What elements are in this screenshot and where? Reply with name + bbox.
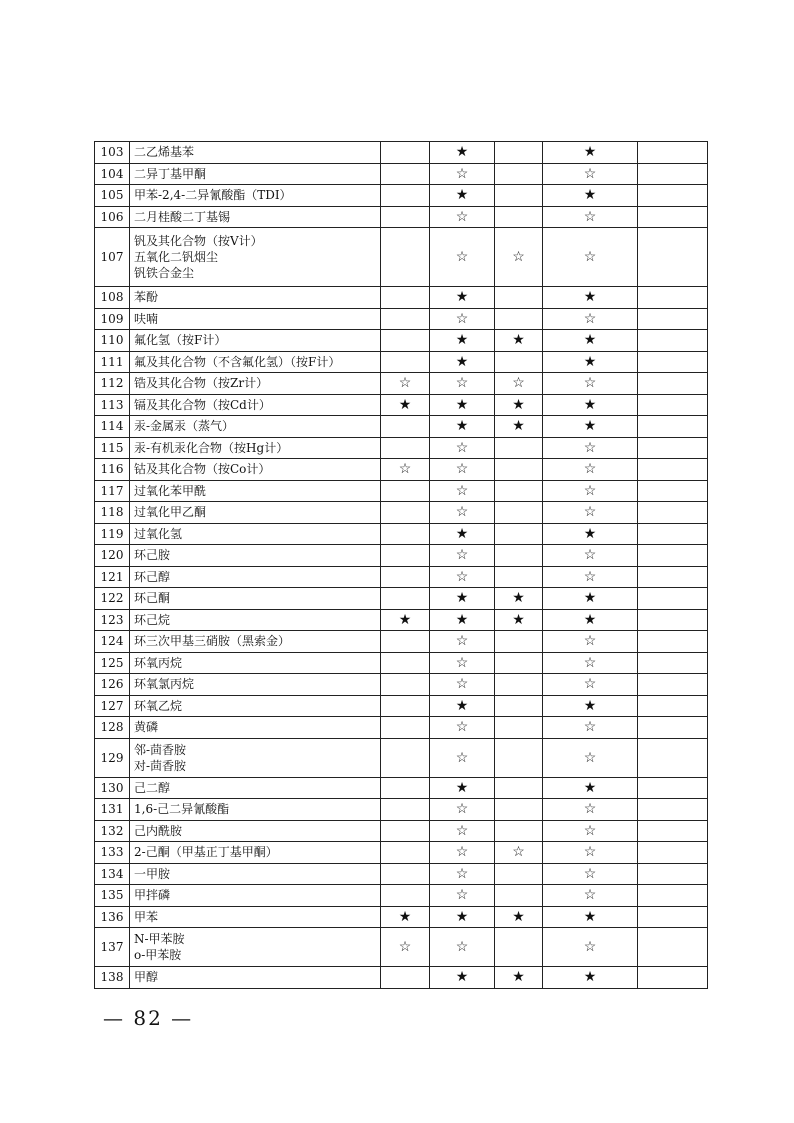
table-row: [95, 459, 708, 481]
mark-cell-3: [495, 717, 543, 739]
mark-cell-5: [638, 609, 708, 631]
mark-cell-2: ☆: [430, 459, 495, 481]
mark-cell-4: ★: [543, 588, 638, 610]
mark-cell-3: ☆: [495, 373, 543, 395]
substance-name-cell: 1,6-己二异氰酸酯: [130, 799, 381, 821]
mark-cell-1: [381, 206, 430, 228]
substance-name-cell: 过氧化苯甲酰: [130, 480, 381, 502]
table-row: [95, 777, 708, 799]
mark-cell-3: [495, 674, 543, 696]
table-row: [95, 588, 708, 610]
substance-name-cell: 甲醇: [130, 967, 381, 989]
mark-cell-2: ☆: [430, 545, 495, 567]
mark-cell-3: [495, 863, 543, 885]
mark-cell-1: [381, 738, 430, 777]
mark-cell-1: [381, 308, 430, 330]
mark-cell-5: [638, 566, 708, 588]
mark-cell-2: ☆: [430, 502, 495, 524]
mark-cell-5: [638, 842, 708, 864]
mark-cell-5: [638, 928, 708, 967]
row-number-cell: 110: [95, 330, 130, 352]
table-row: [95, 163, 708, 185]
mark-cell-4: ☆: [543, 863, 638, 885]
mark-cell-4: ☆: [543, 652, 638, 674]
mark-cell-4: ☆: [543, 799, 638, 821]
row-number-cell: 108: [95, 287, 130, 309]
table-row: [95, 631, 708, 653]
mark-cell-3: [495, 206, 543, 228]
row-number-cell: 113: [95, 394, 130, 416]
mark-cell-2: ☆: [430, 738, 495, 777]
mark-cell-2: ★: [430, 906, 495, 928]
mark-cell-3: [495, 459, 543, 481]
table-row: [95, 799, 708, 821]
mark-cell-1: [381, 437, 430, 459]
row-number-cell: 103: [95, 142, 130, 164]
mark-cell-4: ★: [543, 287, 638, 309]
mark-cell-5: [638, 163, 708, 185]
row-number-cell: 111: [95, 351, 130, 373]
mark-cell-1: [381, 416, 430, 438]
mark-cell-5: [638, 863, 708, 885]
mark-cell-5: [638, 502, 708, 524]
mark-cell-2: ☆: [430, 480, 495, 502]
row-number-cell: 124: [95, 631, 130, 653]
mark-cell-4: ☆: [543, 228, 638, 287]
mark-cell-1: ☆: [381, 373, 430, 395]
mark-cell-3: [495, 351, 543, 373]
mark-cell-1: [381, 717, 430, 739]
table-row: [95, 330, 708, 352]
substance-name-cell: 二乙烯基苯: [130, 142, 381, 164]
mark-cell-1: [381, 185, 430, 207]
row-number-cell: 117: [95, 480, 130, 502]
row-number-cell: 121: [95, 566, 130, 588]
row-number-cell: 137: [95, 928, 130, 967]
substance-name-cell: 汞-有机汞化合物（按Hg计）: [130, 437, 381, 459]
mark-cell-5: [638, 228, 708, 287]
mark-cell-5: [638, 967, 708, 989]
mark-cell-2: ☆: [430, 842, 495, 864]
mark-cell-4: ★: [543, 394, 638, 416]
row-number-cell: 133: [95, 842, 130, 864]
mark-cell-2: ★: [430, 416, 495, 438]
table-row: [95, 437, 708, 459]
mark-cell-1: [381, 480, 430, 502]
table-row: [95, 842, 708, 864]
mark-cell-2: ☆: [430, 228, 495, 287]
mark-cell-5: [638, 631, 708, 653]
mark-cell-1: ★: [381, 609, 430, 631]
page-number: — 82 —: [103, 1006, 194, 1030]
mark-cell-5: [638, 738, 708, 777]
row-number-cell: 106: [95, 206, 130, 228]
substance-name-cell: 二月桂酸二丁基锡: [130, 206, 381, 228]
mark-cell-3: [495, 885, 543, 907]
mark-cell-5: [638, 777, 708, 799]
mark-cell-3: [495, 631, 543, 653]
mark-cell-4: ☆: [543, 459, 638, 481]
row-number-cell: 109: [95, 308, 130, 330]
mark-cell-3: ★: [495, 906, 543, 928]
mark-cell-3: [495, 928, 543, 967]
mark-cell-4: ☆: [543, 717, 638, 739]
mark-cell-3: ★: [495, 967, 543, 989]
row-number-cell: 127: [95, 695, 130, 717]
mark-cell-5: [638, 287, 708, 309]
table-row: [95, 373, 708, 395]
mark-cell-4: ☆: [543, 674, 638, 696]
mark-cell-5: [638, 142, 708, 164]
mark-cell-3: ☆: [495, 842, 543, 864]
mark-cell-1: [381, 330, 430, 352]
table-row: [95, 863, 708, 885]
mark-cell-2: ☆: [430, 631, 495, 653]
mark-cell-3: ★: [495, 330, 543, 352]
mark-cell-1: ★: [381, 906, 430, 928]
mark-cell-1: [381, 967, 430, 989]
substance-name-cell: 过氧化甲乙酮: [130, 502, 381, 524]
mark-cell-1: ☆: [381, 459, 430, 481]
mark-cell-5: [638, 717, 708, 739]
mark-cell-5: [638, 695, 708, 717]
substance-name-cell: 甲苯-2,4-二异氰酸酯（TDI）: [130, 185, 381, 207]
substance-name-cell: 己内酰胺: [130, 820, 381, 842]
mark-cell-2: ★: [430, 588, 495, 610]
mark-cell-4: ☆: [543, 842, 638, 864]
substance-name-cell: 二异丁基甲酮: [130, 163, 381, 185]
mark-cell-5: [638, 674, 708, 696]
mark-cell-3: [495, 777, 543, 799]
mark-cell-2: ☆: [430, 373, 495, 395]
mark-cell-5: [638, 885, 708, 907]
mark-cell-5: [638, 652, 708, 674]
mark-cell-4: ☆: [543, 437, 638, 459]
substance-name-cell: 环氧氯丙烷: [130, 674, 381, 696]
mark-cell-2: ☆: [430, 863, 495, 885]
table-row: [95, 695, 708, 717]
mark-cell-4: ★: [543, 142, 638, 164]
mark-cell-1: [381, 228, 430, 287]
mark-cell-2: ☆: [430, 566, 495, 588]
table-row: [95, 228, 708, 287]
mark-cell-4: ★: [543, 416, 638, 438]
mark-cell-1: [381, 631, 430, 653]
mark-cell-4: ★: [543, 330, 638, 352]
mark-cell-4: ☆: [543, 308, 638, 330]
mark-cell-1: [381, 287, 430, 309]
row-number-cell: 114: [95, 416, 130, 438]
mark-cell-4: ☆: [543, 480, 638, 502]
mark-cell-5: [638, 373, 708, 395]
table-row: [95, 142, 708, 164]
mark-cell-2: ★: [430, 967, 495, 989]
mark-cell-4: ☆: [543, 502, 638, 524]
mark-cell-4: ★: [543, 906, 638, 928]
substance-name-cell: 锆及其化合物（按Zr计）: [130, 373, 381, 395]
row-number-cell: 128: [95, 717, 130, 739]
mark-cell-2: ☆: [430, 885, 495, 907]
mark-cell-4: ★: [543, 967, 638, 989]
mark-cell-4: ☆: [543, 163, 638, 185]
mark-cell-4: ☆: [543, 928, 638, 967]
mark-cell-1: [381, 820, 430, 842]
row-number-cell: 126: [95, 674, 130, 696]
substance-name-cell: 甲拌磷: [130, 885, 381, 907]
table-row: [95, 351, 708, 373]
mark-cell-2: ★: [430, 351, 495, 373]
mark-cell-5: [638, 906, 708, 928]
mark-cell-1: ☆: [381, 928, 430, 967]
table-row: [95, 906, 708, 928]
mark-cell-5: [638, 185, 708, 207]
row-number-cell: 118: [95, 502, 130, 524]
mark-cell-1: ★: [381, 394, 430, 416]
mark-cell-5: [638, 394, 708, 416]
mark-cell-3: ★: [495, 588, 543, 610]
mark-cell-1: [381, 523, 430, 545]
mark-cell-3: [495, 163, 543, 185]
mark-cell-1: [381, 652, 430, 674]
mark-cell-5: [638, 820, 708, 842]
mark-cell-5: [638, 480, 708, 502]
substance-name-cell: 钒及其化合物（按V计） 五氧化二钒烟尘 钒铁合金尘: [130, 228, 381, 287]
substance-name-cell: 过氧化氢: [130, 523, 381, 545]
mark-cell-1: [381, 566, 430, 588]
row-number-cell: 116: [95, 459, 130, 481]
row-number-cell: 104: [95, 163, 130, 185]
mark-cell-1: [381, 142, 430, 164]
mark-cell-3: ★: [495, 609, 543, 631]
mark-cell-1: [381, 799, 430, 821]
mark-cell-5: [638, 799, 708, 821]
table-row: [95, 523, 708, 545]
mark-cell-3: [495, 308, 543, 330]
mark-cell-3: [495, 185, 543, 207]
mark-cell-5: [638, 437, 708, 459]
table-row: [95, 308, 708, 330]
mark-cell-3: ☆: [495, 228, 543, 287]
mark-cell-1: [381, 163, 430, 185]
mark-cell-3: [495, 142, 543, 164]
mark-cell-2: ☆: [430, 674, 495, 696]
mark-cell-5: [638, 523, 708, 545]
mark-cell-3: ★: [495, 394, 543, 416]
mark-cell-2: ★: [430, 394, 495, 416]
mark-cell-2: ☆: [430, 717, 495, 739]
mark-cell-4: ☆: [543, 373, 638, 395]
substance-name-cell: 环三次甲基三硝胺（黑索金）: [130, 631, 381, 653]
table-row: [95, 566, 708, 588]
mark-cell-4: ☆: [543, 738, 638, 777]
mark-cell-3: [495, 502, 543, 524]
table-row: [95, 674, 708, 696]
mark-cell-4: ★: [543, 523, 638, 545]
row-number-cell: 134: [95, 863, 130, 885]
mark-cell-4: ☆: [543, 545, 638, 567]
mark-cell-5: [638, 545, 708, 567]
mark-cell-4: ★: [543, 609, 638, 631]
mark-cell-3: [495, 437, 543, 459]
mark-cell-2: ☆: [430, 308, 495, 330]
mark-cell-2: ★: [430, 330, 495, 352]
mark-cell-3: [495, 480, 543, 502]
table-row: [95, 609, 708, 631]
mark-cell-3: [495, 566, 543, 588]
substance-name-cell: 环己胺: [130, 545, 381, 567]
mark-cell-1: [381, 351, 430, 373]
mark-cell-3: [495, 523, 543, 545]
row-number-cell: 112: [95, 373, 130, 395]
mark-cell-5: [638, 351, 708, 373]
substance-name-cell: 邻-茴香胺 对-茴香胺: [130, 738, 381, 777]
table-row: [95, 545, 708, 567]
mark-cell-2: ★: [430, 695, 495, 717]
mark-cell-2: ☆: [430, 437, 495, 459]
substance-table: [94, 141, 708, 989]
table-row: [95, 967, 708, 989]
mark-cell-1: [381, 588, 430, 610]
mark-cell-5: [638, 459, 708, 481]
mark-cell-1: [381, 545, 430, 567]
mark-cell-3: [495, 738, 543, 777]
mark-cell-3: [495, 652, 543, 674]
substance-name-cell: 呋喃: [130, 308, 381, 330]
substance-name-cell: 环己烷: [130, 609, 381, 631]
table-row: [95, 416, 708, 438]
table-row: [95, 652, 708, 674]
mark-cell-1: [381, 777, 430, 799]
substance-name-cell: 汞-金属汞（蒸气）: [130, 416, 381, 438]
mark-cell-3: [495, 695, 543, 717]
substance-name-cell: 甲苯: [130, 906, 381, 928]
row-number-cell: 119: [95, 523, 130, 545]
mark-cell-2: ★: [430, 142, 495, 164]
mark-cell-4: ☆: [543, 885, 638, 907]
table-row: [95, 928, 708, 967]
row-number-cell: 115: [95, 437, 130, 459]
mark-cell-1: [381, 674, 430, 696]
mark-cell-5: [638, 308, 708, 330]
table-body: [95, 142, 708, 989]
table-row: [95, 480, 708, 502]
table-row: [95, 820, 708, 842]
row-number-cell: 130: [95, 777, 130, 799]
mark-cell-1: [381, 695, 430, 717]
table-row: [95, 502, 708, 524]
substance-name-cell: 己二醇: [130, 777, 381, 799]
mark-cell-5: [638, 588, 708, 610]
mark-cell-4: ☆: [543, 820, 638, 842]
mark-cell-2: ☆: [430, 799, 495, 821]
mark-cell-4: ★: [543, 351, 638, 373]
substance-name-cell: 一甲胺: [130, 863, 381, 885]
mark-cell-4: ★: [543, 695, 638, 717]
mark-cell-2: ☆: [430, 206, 495, 228]
mark-cell-3: [495, 799, 543, 821]
row-number-cell: 122: [95, 588, 130, 610]
table-row: [95, 717, 708, 739]
mark-cell-2: ★: [430, 523, 495, 545]
mark-cell-3: [495, 545, 543, 567]
row-number-cell: 135: [95, 885, 130, 907]
row-number-cell: 123: [95, 609, 130, 631]
row-number-cell: 138: [95, 967, 130, 989]
mark-cell-4: ★: [543, 185, 638, 207]
mark-cell-1: [381, 885, 430, 907]
row-number-cell: 136: [95, 906, 130, 928]
mark-cell-2: ☆: [430, 163, 495, 185]
row-number-cell: 105: [95, 185, 130, 207]
row-number-cell: 125: [95, 652, 130, 674]
table-row: [95, 206, 708, 228]
substance-name-cell: 环氧乙烷: [130, 695, 381, 717]
substance-name-cell: N-甲苯胺 o-甲苯胺: [130, 928, 381, 967]
mark-cell-2: ★: [430, 185, 495, 207]
mark-cell-1: [381, 842, 430, 864]
table-row: [95, 287, 708, 309]
mark-cell-3: [495, 820, 543, 842]
mark-cell-4: ☆: [543, 566, 638, 588]
mark-cell-2: ★: [430, 777, 495, 799]
mark-cell-4: ★: [543, 777, 638, 799]
substance-name-cell: 氟及其化合物（不含氟化氢）（按F计）: [130, 351, 381, 373]
mark-cell-4: ☆: [543, 206, 638, 228]
mark-cell-1: [381, 502, 430, 524]
row-number-cell: 131: [95, 799, 130, 821]
mark-cell-2: ★: [430, 609, 495, 631]
substance-name-cell: 钴及其化合物（按Co计）: [130, 459, 381, 481]
substance-name-cell: 环氧丙烷: [130, 652, 381, 674]
mark-cell-2: ☆: [430, 928, 495, 967]
substance-name-cell: 环己醇: [130, 566, 381, 588]
mark-cell-3: [495, 287, 543, 309]
substance-name-cell: 2-己酮（甲基正丁基甲酮）: [130, 842, 381, 864]
mark-cell-5: [638, 330, 708, 352]
mark-cell-2: ☆: [430, 652, 495, 674]
table-row: [95, 394, 708, 416]
mark-cell-3: ★: [495, 416, 543, 438]
substance-name-cell: 氟化氢（按F计）: [130, 330, 381, 352]
row-number-cell: 129: [95, 738, 130, 777]
mark-cell-2: ★: [430, 287, 495, 309]
mark-cell-4: ☆: [543, 631, 638, 653]
row-number-cell: 120: [95, 545, 130, 567]
row-number-cell: 132: [95, 820, 130, 842]
row-number-cell: 107: [95, 228, 130, 287]
mark-cell-1: [381, 863, 430, 885]
substance-name-cell: 苯酚: [130, 287, 381, 309]
mark-cell-5: [638, 416, 708, 438]
table-row: [95, 885, 708, 907]
mark-cell-5: [638, 206, 708, 228]
substance-name-cell: 环己酮: [130, 588, 381, 610]
mark-cell-2: ☆: [430, 820, 495, 842]
table-row: [95, 185, 708, 207]
substance-name-cell: 镉及其化合物（按Cd计）: [130, 394, 381, 416]
table-row: [95, 738, 708, 777]
substance-name-cell: 黄磷: [130, 717, 381, 739]
